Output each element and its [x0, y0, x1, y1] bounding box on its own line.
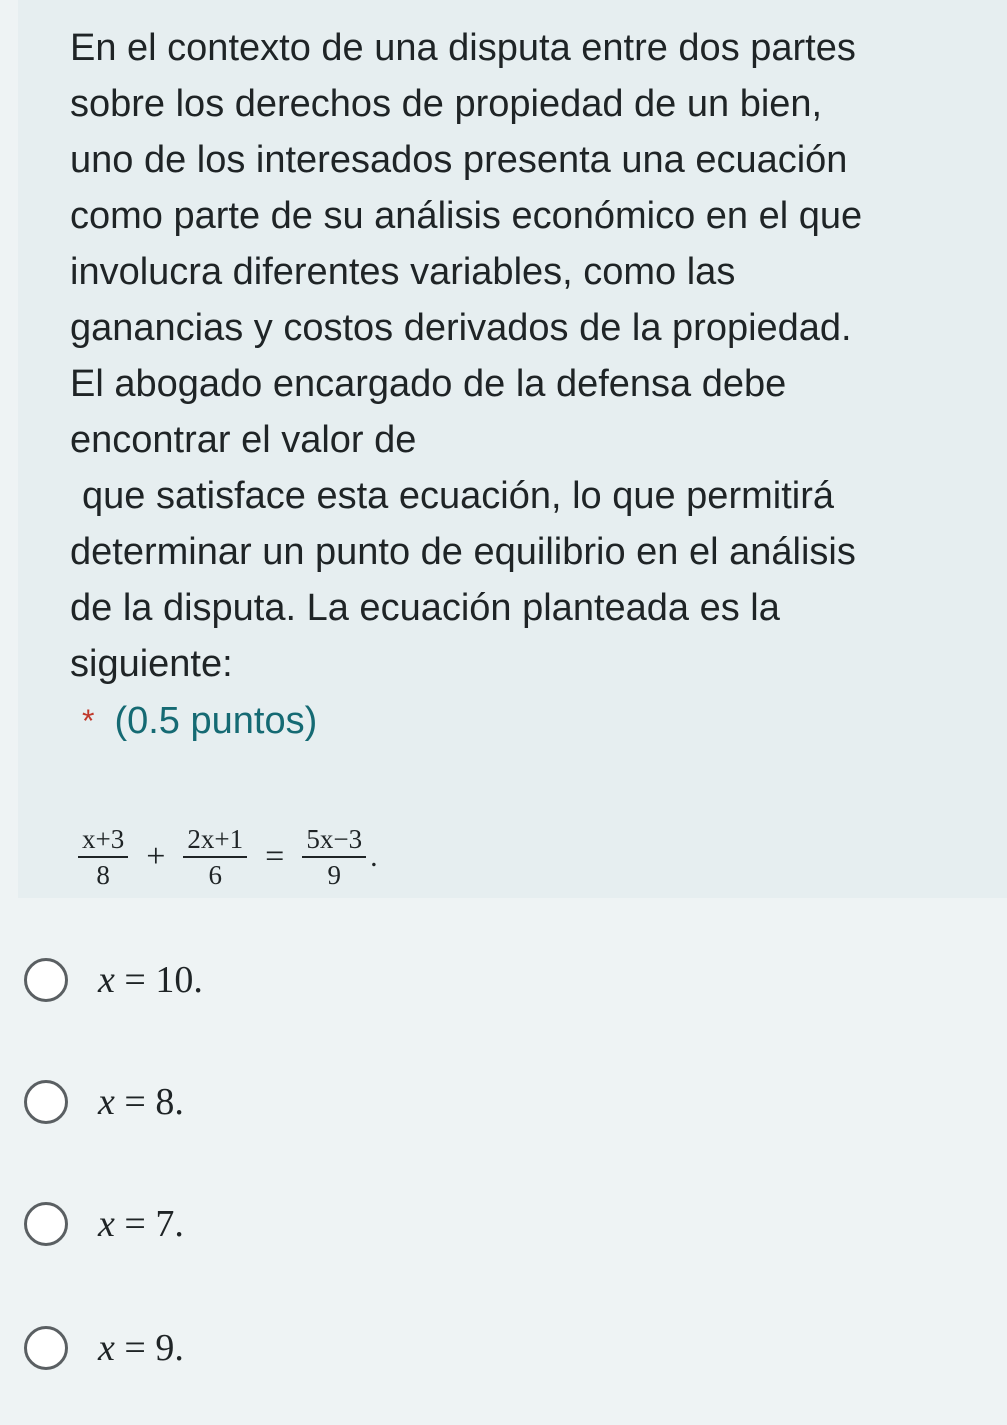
points-row: [82, 693, 317, 749]
radio-button-icon[interactable]: [24, 1080, 68, 1124]
fraction-3-numerator: 5x−3: [302, 824, 366, 858]
question-line: El abogado encargado de la defensa debe: [70, 363, 787, 405]
radio-button-icon[interactable]: [24, 1326, 68, 1370]
radio-button-icon[interactable]: [24, 958, 68, 1002]
plus-operator: +: [146, 838, 166, 875]
option-variable: x: [98, 1327, 115, 1369]
option-equals: =: [124, 1081, 146, 1123]
question-line: involucra diferentes variables, como las: [70, 251, 736, 293]
question-line: En el contexto de una disputa entre dos partes: [70, 27, 856, 69]
radio-button-icon[interactable]: [24, 1202, 68, 1246]
answer-option-1[interactable]: [24, 950, 203, 1010]
option-equals: =: [124, 959, 146, 1001]
option-label: [98, 1326, 184, 1370]
option-label: [98, 1080, 184, 1124]
question-line: como parte de su análisis económico en el que: [70, 195, 863, 237]
option-value: 7.: [155, 1203, 184, 1245]
question-line: siguiente:: [70, 643, 233, 685]
option-label: [98, 958, 203, 1002]
option-value: 10.: [155, 959, 203, 1001]
fraction-2-denominator: 6: [208, 860, 223, 890]
equals-operator: =: [265, 838, 285, 875]
option-label: [98, 1202, 184, 1246]
equation: [74, 822, 378, 892]
option-variable: x: [98, 1203, 115, 1245]
fraction-1: [78, 824, 128, 890]
equation-end-period: .: [370, 840, 378, 873]
fraction-1-numerator: x+3: [78, 824, 128, 858]
question-line: determinar un punto de equilibrio en el análisis: [70, 531, 856, 573]
question-line: que satisface esta ecuación, lo que permitirá: [82, 475, 834, 517]
answer-option-2[interactable]: [24, 1072, 184, 1132]
option-value: 8.: [155, 1081, 184, 1123]
answer-option-3[interactable]: [24, 1194, 184, 1254]
question-line: ganancias y costos derivados de la propiedad.: [70, 307, 852, 349]
question-text: [70, 20, 980, 692]
fraction-2: [183, 824, 247, 890]
fraction-3: [302, 824, 366, 890]
option-variable: x: [98, 959, 115, 1001]
fraction-2-numerator: 2x+1: [183, 824, 247, 858]
required-marker: *: [82, 703, 95, 739]
answer-option-4[interactable]: [24, 1318, 184, 1378]
question-line: uno de los interesados presenta una ecuación: [70, 139, 848, 181]
option-value: 9.: [155, 1327, 184, 1369]
option-equals: =: [124, 1327, 146, 1369]
option-variable: x: [98, 1081, 115, 1123]
option-equals: =: [124, 1203, 146, 1245]
fraction-1-denominator: 8: [96, 860, 110, 890]
points-label: (0.5 puntos): [114, 700, 318, 742]
question-line: de la disputa. La ecuación planteada es la: [70, 587, 780, 629]
fraction-3-denominator: 9: [327, 860, 341, 890]
question-line: encontrar el valor de: [70, 419, 417, 461]
question-line: sobre los derechos de propiedad de un bien,: [70, 83, 823, 125]
